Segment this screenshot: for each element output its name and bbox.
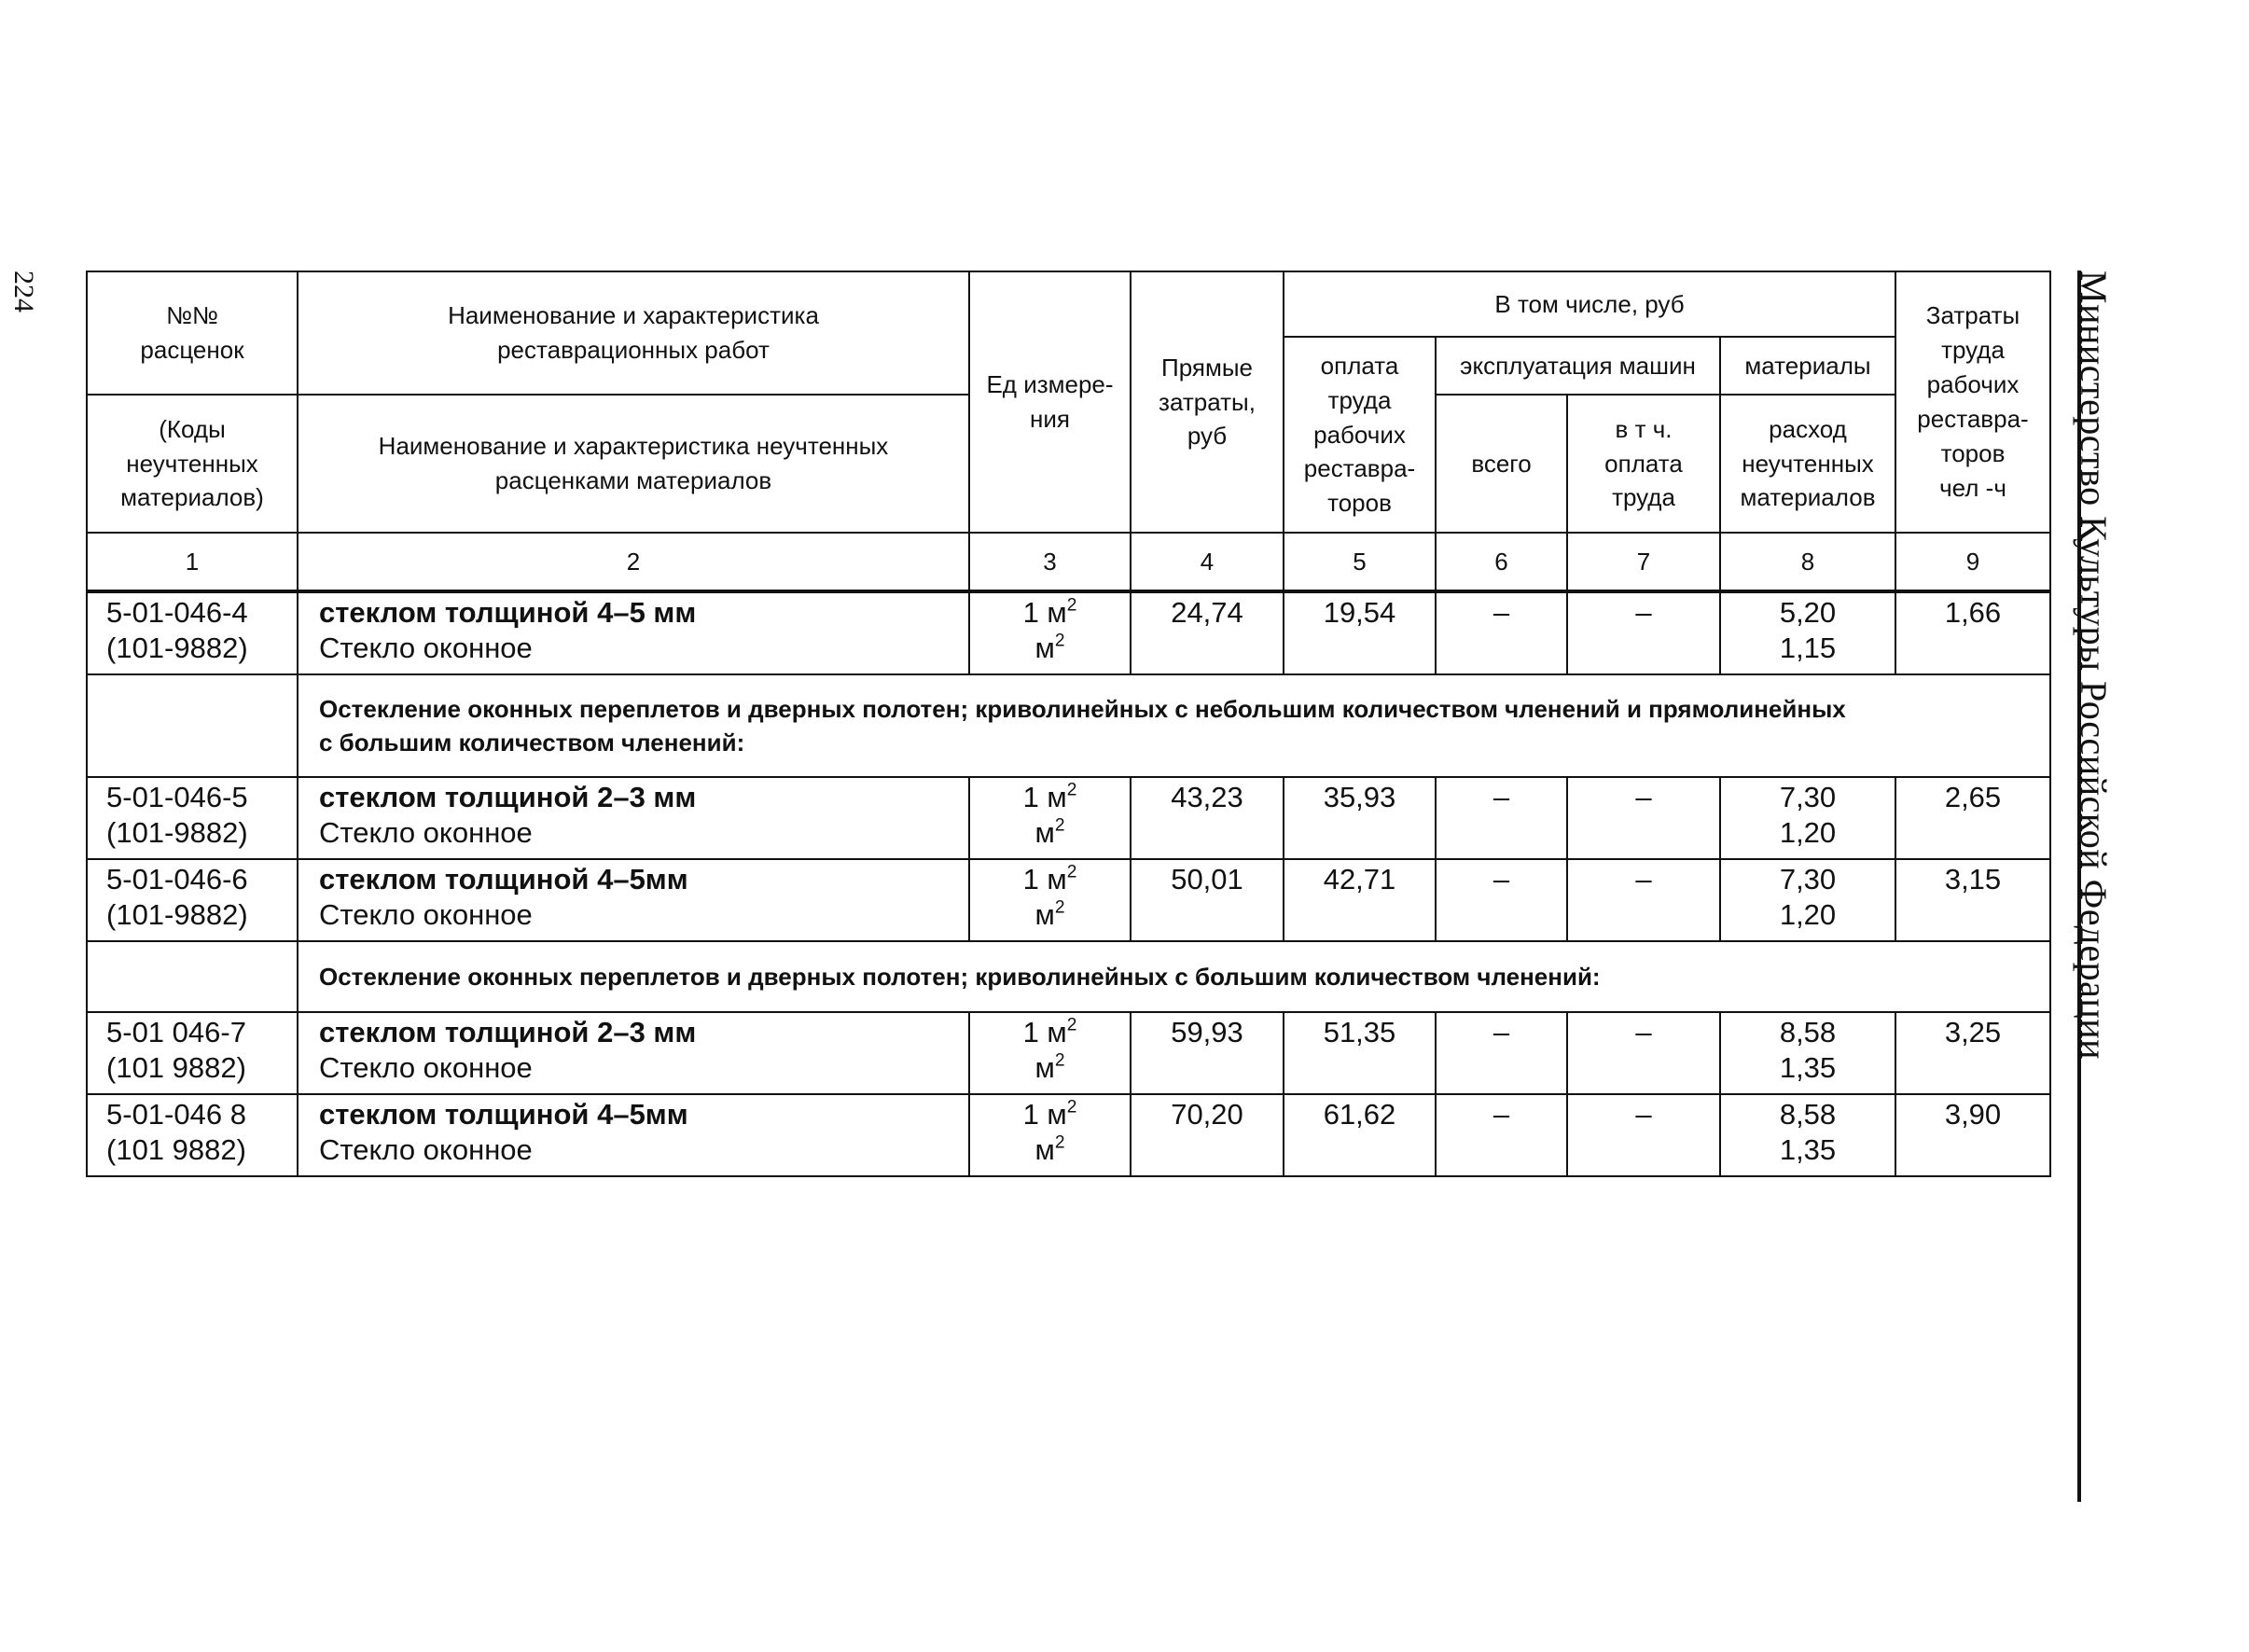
work-name-cell: стеклом толщиной 4–5мм Стекло оконное	[298, 859, 969, 941]
empty-cell	[87, 674, 298, 777]
section-title: Остекление оконных переплетов и дверных полотен; криволинейных с небольшим количеством членений и прямолинейных с большим количеством членений:	[298, 674, 2050, 777]
section-title: Остекление оконных переплетов и дверных полотен; криволинейных с большим количеством членений:	[298, 941, 2050, 1012]
unit-cell: 1 $м^2$ $м^2$	[969, 591, 1131, 674]
empty-cell	[87, 941, 298, 1012]
rate-code-cell: 5-01-046-4 (101-9882)	[87, 591, 298, 674]
work-name-cell: стеклом толщиной 4–5 мм Стекло оконное	[298, 591, 969, 674]
materials-cell: 7,30 1,20	[1720, 859, 1895, 941]
rate-code-cell: 5-01-046-6 (101-9882)	[87, 859, 298, 941]
column-number: 8	[1720, 533, 1895, 591]
page-number: 224	[8, 271, 39, 312]
labor-hours-cell: 3,15	[1895, 859, 2050, 941]
unit-cell: 1 $м^2$ $м^2$	[969, 1094, 1131, 1176]
work-name-cell: стеклом толщиной 2–3 мм Стекло оконное	[298, 777, 969, 859]
machines-labor-cell: –	[1567, 1012, 1720, 1094]
header-col1-top: №№ расценок	[87, 271, 298, 395]
header-col2-bottom: Наименование и характеристика неучтенных расценками материалов	[298, 395, 969, 533]
unit-cell: 1 $м^2$ $м^2$	[969, 1012, 1131, 1094]
header-col5: оплата труда рабочих реставра- торов	[1284, 337, 1436, 533]
header-materials: материалы	[1720, 337, 1895, 395]
machines-cell: –	[1436, 859, 1567, 941]
direct-cost-cell: 43,23	[1131, 777, 1284, 859]
labor-hours-cell: 3,25	[1895, 1012, 2050, 1094]
header-col3: Ед измере- ния	[969, 271, 1131, 533]
header-col8: расход неучтенных материалов	[1720, 395, 1895, 533]
section-row	[87, 941, 2050, 1012]
table-row	[87, 1012, 2050, 1094]
machines-cell: –	[1436, 777, 1567, 859]
header-col2-top: Наименование и характеристика реставрационных работ	[298, 271, 969, 395]
labor-cost-cell: 19,54	[1284, 591, 1436, 674]
column-number: 4	[1131, 533, 1284, 591]
table-row	[87, 777, 2050, 859]
header-col6: всего	[1436, 395, 1567, 533]
header-machines: эксплуатация машин	[1436, 337, 1720, 395]
column-number: 3	[969, 533, 1131, 591]
labor-cost-cell: 42,71	[1284, 859, 1436, 941]
header-col1-bottom: (Коды неучтенных материалов)	[87, 395, 298, 533]
machines-labor-cell: –	[1567, 859, 1720, 941]
column-number: 2	[298, 533, 969, 591]
materials-cell: 7,30 1,20	[1720, 777, 1895, 859]
labor-cost-cell: 61,62	[1284, 1094, 1436, 1176]
labor-hours-cell: 2,65	[1895, 777, 2050, 859]
direct-cost-cell: 70,20	[1131, 1094, 1284, 1176]
rate-code-cell: 5-01-046-5 (101-9882)	[87, 777, 298, 859]
labor-cost-cell: 51,35	[1284, 1012, 1436, 1094]
machines-labor-cell: –	[1567, 591, 1720, 674]
machines-cell: –	[1436, 591, 1567, 674]
header-group: В том числе, руб	[1284, 271, 1895, 337]
materials-cell: 8,58 1,35	[1720, 1012, 1895, 1094]
work-name-cell: стеклом толщиной 4–5мм Стекло оконное	[298, 1094, 969, 1176]
side-title: Министерство Культуры Российской Федерации	[2073, 271, 2115, 1061]
column-number: 5	[1284, 533, 1436, 591]
header-col9: Затраты труда рабочих реставра- торов чел -ч	[1895, 271, 2050, 533]
machines-labor-cell: –	[1567, 777, 1720, 859]
direct-cost-cell: 50,01	[1131, 859, 1284, 941]
column-number: 7	[1567, 533, 1720, 591]
header-col7: в т ч. оплата труда	[1567, 395, 1720, 533]
column-number: 9	[1895, 533, 2050, 591]
unit-cell: 1 $м^2$ $м^2$	[969, 859, 1131, 941]
rate-code-cell: 5-01 046-7 (101 9882)	[87, 1012, 298, 1094]
work-name-cell: стеклом толщиной 2–3 мм Стекло оконное	[298, 1012, 969, 1094]
labor-cost-cell: 35,93	[1284, 777, 1436, 859]
materials-cell: 5,20 1,15	[1720, 591, 1895, 674]
price-table	[86, 271, 2051, 1177]
section-row	[87, 674, 2050, 777]
materials-cell: 8,58 1,35	[1720, 1094, 1895, 1176]
direct-cost-cell: 24,74	[1131, 591, 1284, 674]
table-row	[87, 591, 2050, 674]
column-number: 1	[87, 533, 298, 591]
machines-cell: –	[1436, 1012, 1567, 1094]
table-row	[87, 1094, 2050, 1176]
table-row	[87, 859, 2050, 941]
labor-hours-cell: 1,66	[1895, 591, 2050, 674]
unit-cell: 1 $м^2$ $м^2$	[969, 777, 1131, 859]
header-col4: Прямые затраты, руб	[1131, 271, 1284, 533]
direct-cost-cell: 59,93	[1131, 1012, 1284, 1094]
column-number: 6	[1436, 533, 1567, 591]
rate-code-cell: 5-01-046 8 (101 9882)	[87, 1094, 298, 1176]
machines-cell: –	[1436, 1094, 1567, 1176]
labor-hours-cell: 3,90	[1895, 1094, 2050, 1176]
machines-labor-cell: –	[1567, 1094, 1720, 1176]
